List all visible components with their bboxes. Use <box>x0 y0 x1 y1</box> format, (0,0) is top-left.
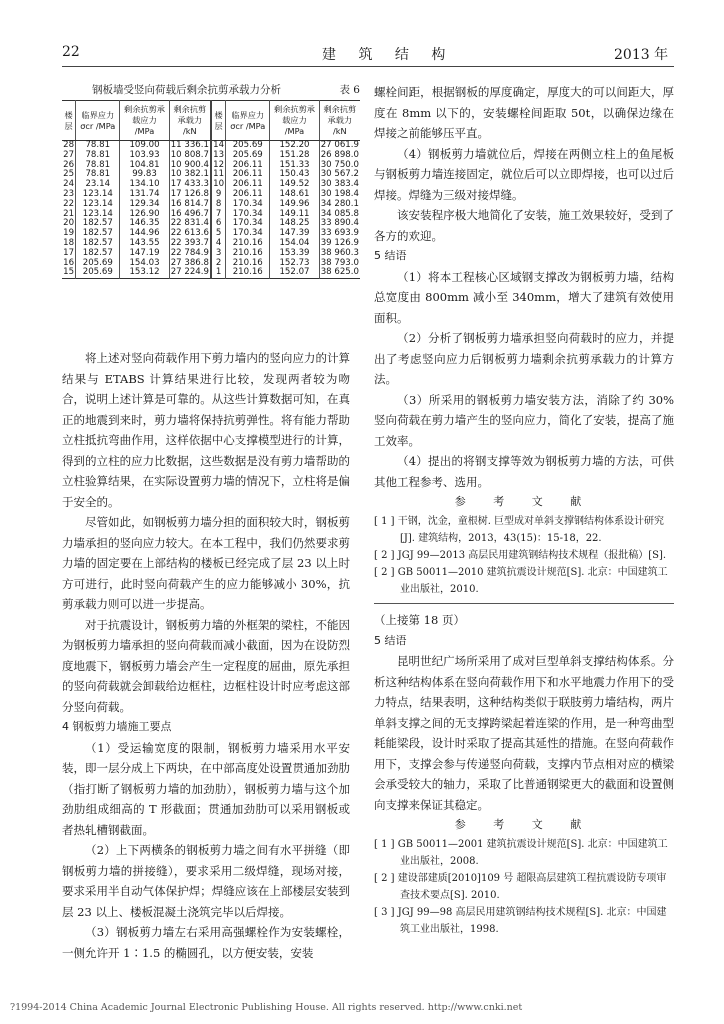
table-cell: 38 960.3 <box>320 247 359 258</box>
table-cell: 10 900.4 <box>170 159 209 170</box>
reference-item: [ 2 ] 建设部建质[2010]109 号 超限高层建筑工程抗震设防专项审查技术要点[S]. 2010. <box>374 872 667 901</box>
table-cell: 3 <box>211 249 226 259</box>
table-cell: 148.25 <box>270 219 319 229</box>
table-cell: 205.69 <box>226 141 270 151</box>
table-cell: 205.69 <box>76 259 120 269</box>
residual-shear-table <box>62 100 360 279</box>
table-cell: 129.34 <box>120 200 169 210</box>
table-cell: 16 <box>63 257 75 268</box>
table-cell: 23.14 <box>76 180 120 190</box>
table-cell: 78.81 <box>76 161 120 171</box>
reference-item: [ 2 ] JGJ 99—2013 高层民用建筑钢结构技术规程（报批稿）[S]. <box>374 549 667 561</box>
table-cell: 152.20 <box>270 141 319 151</box>
table-cell: 16 496.7 <box>170 208 209 219</box>
left-column <box>62 348 350 963</box>
right-column <box>374 82 674 598</box>
table-cell: 151.33 <box>270 161 319 171</box>
table-cell: 78.81 <box>76 151 120 161</box>
table-cell: 143.55 <box>120 239 169 249</box>
continuation-note: （上接第 18 页） <box>374 613 465 627</box>
table-cell: 8 <box>211 200 226 210</box>
table-row <box>62 268 360 278</box>
table-cell: 22 393.7 <box>170 237 209 248</box>
table-cell: 150.43 <box>270 170 319 180</box>
table-cell: 30 750.0 <box>320 159 359 170</box>
table-cell: 15 <box>63 267 75 278</box>
table-cell: 20 <box>63 218 75 229</box>
table-cell: 14 <box>211 141 226 151</box>
table-cell: 10 <box>211 180 226 190</box>
table-cell: 126.90 <box>120 210 169 220</box>
table-cell: 17 <box>63 247 75 258</box>
table-cell: 123.14 <box>76 200 120 210</box>
paragraph: 将上述对竖向荷载作用下剪力墙内的竖向应力的计算结果与 ETABS 计算结果进行比较，发现两者较为吻合，说明上述计算是可靠的。从这些计算数据可知，在真正的地震到来时，剪力墙将保持抗剪弹性。将有能力帮助立柱抵抗弯曲作用，这样依据中心支撑模型进行的计算，得到的立柱的应力比数据，这些数据是没有剪力墙帮助的立柱验算结果，在实际设置剪力墙的情况下，立柱将是偏于安全的。 <box>62 351 350 509</box>
table-cell: 26 <box>63 159 75 170</box>
table-cell: 170.34 <box>226 229 270 239</box>
table-cell: 78.81 <box>76 141 120 151</box>
table-cell: 1 <box>211 268 226 278</box>
table-cell: 210.16 <box>226 249 270 259</box>
paragraph: （1）将本工程核心区域钢支撑改为钢板剪力墙，结构总宽度由 800mm 减小至 340mm，增大了建筑有效使用面积。 <box>374 269 674 325</box>
table-cell: 205.69 <box>226 151 270 161</box>
table-cell: 123.14 <box>76 190 120 200</box>
table-cell: 170.34 <box>226 200 270 210</box>
table-cell: 210.16 <box>226 259 270 269</box>
journal-title: 建 筑 结 构 <box>322 47 455 63</box>
table-cell: 22 831.4 <box>170 218 209 229</box>
table-header-cell: 临界应力 σcr /MPa <box>76 101 120 141</box>
header-rule <box>62 66 674 67</box>
paragraph: 对于抗震设计，钢板剪力墙的外框架的梁柱，不能因为钢板剪力墙承担的竖向荷载而减小截面，因为在设防烈度地震下，钢板剪力墙会产生一定程度的屈曲，原先承担的竖向荷载就会卸载给边框柱，边框柱设计时应考虑这部分竖向荷载。 <box>62 617 350 714</box>
reference-item: [ 1 ] GB 50011—2001 建筑抗震设计规范[S]. 北京：中国建筑工业出版社，2008. <box>374 838 668 867</box>
table-cell: 13 <box>211 151 226 161</box>
reference-item: [ 2 ] GB 50011—2010 建筑抗震设计规范[S]. 北京：中国建筑工业出版社，2010. <box>374 566 668 595</box>
paragraph: 昆明世纪广场所采用了成对巨型单斜支撑结构体系。分析这种结构体系在竖向荷载作用下和水平地震力作用下的受力特点，结果表明，这种结构类似于联肢剪力墙结构，两片单斜支撑之间的无支撑跨梁起着连梁的作用，是一种弯曲型耗能梁段，设计时采取了提高其延性的措施。在竖向荷载作用下，支撑会参与传递竖向荷载，支撑内节点相对应的横梁会承受较大的轴力，采取了比普通钢梁更大的截面和设置侧向支撑来保证其稳定。 <box>374 654 674 812</box>
table-cell: 38 625.0 <box>320 267 359 278</box>
table-cell: 146.35 <box>120 219 169 229</box>
table-header-cell: 楼层 <box>62 101 76 141</box>
table-cell: 153.39 <box>270 249 319 259</box>
table-cell: 9 <box>211 190 226 200</box>
table-cell: 38 793.0 <box>320 257 359 268</box>
table-cell: 182.57 <box>76 219 120 229</box>
paragraph: （1）受运输宽度的限制，钢板剪力墙采用水平安装，即一层分成上下两块，在中部高度处设置贯通加劲肋（指打断了钢板剪力墙的加劲肋），钢板剪力墙与这个加劲肋组成细高的 T 形截面；贯通加劲肋可以采用钢板或者热轧槽钢截面。 <box>62 740 350 837</box>
table-header-row <box>62 101 360 141</box>
table-cell: 30 198.4 <box>320 188 359 199</box>
table-cell: 182.57 <box>76 249 120 259</box>
table-cell: 131.74 <box>120 190 169 200</box>
table-cell: 123.14 <box>76 210 120 220</box>
table-cell: 147.19 <box>120 249 169 259</box>
table-cell: 39 126.9 <box>320 237 359 248</box>
table-cell: 16 814.7 <box>170 198 209 209</box>
table-cell: 206.11 <box>226 170 270 180</box>
table-cell: 210.16 <box>226 239 270 249</box>
paragraph: 螺栓间距，根据钢板的厚度确定，厚度大的可以间距大，厚度在 8mm 以下的，安装螺栓间距取 50t，以确保边缘在焊接之前能够压平直。 <box>374 85 674 140</box>
table-caption <box>92 82 360 97</box>
table-cell: 11 <box>211 170 226 180</box>
table-cell: 147.39 <box>270 229 319 239</box>
references-heading: 参 考 文 献 <box>454 818 594 831</box>
table-cell: 99.83 <box>120 170 169 180</box>
section-heading: 5 结语 <box>374 249 407 262</box>
page-number: 22 <box>62 44 80 60</box>
table-cell: 152.07 <box>270 268 319 278</box>
table-cell: 153.12 <box>120 268 169 278</box>
paragraph: （4）提出的将钢支撑等效为钢板剪力墙的方法，可供其他工程参考、选用。 <box>374 454 674 489</box>
table-cell: 206.11 <box>226 190 270 200</box>
table-cell: 5 <box>211 229 226 239</box>
table-header-cell: 剩余抗剪承载应力 /MPa <box>120 101 169 141</box>
table-cell: 210.16 <box>226 268 270 278</box>
table-cell: 154.03 <box>120 259 169 269</box>
table-cell: 134.10 <box>120 180 169 190</box>
table-cell: 4 <box>211 239 226 249</box>
table-cell: 33 693.9 <box>320 228 359 239</box>
table-cell: 78.81 <box>76 170 120 180</box>
table-cell: 104.81 <box>120 161 169 171</box>
table-header-cell: 剩余抗剪承载力 /kN <box>319 101 360 141</box>
table-header-cell: 临界应力 σcr /MPa <box>226 101 270 141</box>
table-caption-text: 钢板墙受竖向荷载后剩余抗剪承载力分析 <box>92 84 281 96</box>
copyright-footer: ?1994-2014 China Academic Journal Electronic Publishing House. All rights reserved. http://www.cnki.net <box>10 1002 523 1013</box>
table-cell: 34 280.1 <box>320 198 359 209</box>
paragraph: （3）所采用的钢板剪力墙安装方法，消除了约 30% 竖向荷载在剪力墙产生的竖向应力，简化了安装，提高了施工效率。 <box>374 392 674 448</box>
table-cell: 2 <box>211 259 226 269</box>
table-cell: 22 <box>63 198 75 209</box>
table-cell: 6 <box>211 219 226 229</box>
table-cell: 30 567.2 <box>320 169 359 180</box>
table-cell: 28 <box>63 140 75 150</box>
table-cell: 149.11 <box>270 210 319 220</box>
table-cell: 152.73 <box>270 259 319 269</box>
continued-article <box>374 610 674 938</box>
section-heading: 5 结语 <box>374 633 407 647</box>
references-heading: 参 考 文 献 <box>454 495 594 508</box>
table-cell: 170.34 <box>226 210 270 220</box>
table-cell: 7 <box>211 210 226 220</box>
paragraph: （3）钢板剪力墙左右采用高强螺栓作为安装螺栓，一侧允许开 1∶1.5 的椭圆孔，以方便安装，安装 <box>62 925 350 960</box>
table-cell: 10 382.1 <box>170 169 209 180</box>
table-cell: 144.96 <box>120 229 169 239</box>
table-body <box>62 141 360 279</box>
table-cell: 22 784.9 <box>170 247 209 258</box>
table-cell: 18 <box>63 237 75 248</box>
paragraph: 该安装程序极大地简化了安装，施工效果较好，受到了各方的欢迎。 <box>374 208 674 243</box>
references-list <box>374 836 674 938</box>
table-cell: 34 085.8 <box>320 208 359 219</box>
table-cell: 26 898.0 <box>320 149 359 160</box>
table-cell: 182.57 <box>76 239 120 249</box>
table-cell: 27 <box>63 149 75 160</box>
table-cell: 30 383.4 <box>320 179 359 190</box>
table-cell: 205.69 <box>76 268 120 278</box>
table-cell: 149.52 <box>270 180 319 190</box>
table-cell: 19 <box>63 228 75 239</box>
table-cell: 27 224.9 <box>170 267 209 278</box>
table-cell: 170.34 <box>226 219 270 229</box>
table-cell: 23 <box>63 188 75 199</box>
table-cell: 154.04 <box>270 239 319 249</box>
table-cell: 12 <box>211 161 226 171</box>
table-cell: 151.28 <box>270 151 319 161</box>
table-cell: 17 126.8 <box>170 188 209 199</box>
paragraph: （2）分析了钢板剪力墙承担竖向荷载时的应力，并提出了考虑竖向应力后钢板剪力墙剩余抗剪承载力的计算方法。 <box>374 331 674 386</box>
table-cell: 149.96 <box>270 200 319 210</box>
table-cell: 27 061.9 <box>320 140 359 150</box>
table-cell: 206.11 <box>226 161 270 171</box>
table-header-cell: 楼层 <box>211 101 226 141</box>
table-header-cell: 剩余抗剪承载应力 /MPa <box>270 101 319 141</box>
table-cell: 22 613.6 <box>170 228 209 239</box>
table-header-cell: 剩余抗剪承载力 /kN <box>169 101 211 141</box>
table-cell: 24 <box>63 179 75 190</box>
reference-item: [ 3 ] JGJ 99—98 高层民用建筑钢结构技术规程[S]. 北京：中国建筑工业出版社，1998. <box>374 906 667 935</box>
table-number: 表 6 <box>339 84 360 96</box>
table-cell: 206.11 <box>226 180 270 190</box>
table-cell: 27 386.8 <box>170 257 209 268</box>
section-heading: 4 钢板剪力墙施工要点 <box>62 720 172 733</box>
article-separator <box>374 603 674 604</box>
paragraph: 尽管如此，如钢板剪力墙分担的面积较大时，钢板剪力墙承担的竖向应力较大。在本工程中，我们仍然要求剪力墙的固定要在上部结构的楼板已经完成了层 23 以上时方可进行，此时竖向荷载产生的应力能够减小 30%，抗剪承载力则可以进一步提高。 <box>62 515 350 611</box>
table-cell: 109.00 <box>120 141 169 151</box>
table-cell: 10 808.7 <box>170 149 209 160</box>
paragraph: （2）上下两横条的钢板剪力墙之间有水平拼缝（即钢板剪力墙的拼接缝），要求采用二级焊缝，现场对接，要求采用半自动气体保护焊；焊缝应该在上部楼层安装到层 23 以上、楼板混凝土浇筑完毕以后焊接。 <box>62 843 350 919</box>
reference-item: [ 1 ] 干钢，沈金，童根树. 巨型成对单斜支撑钢结构体系设计研究[J]. 建筑结构，2013，43(15)：15-18，22. <box>374 515 665 544</box>
table-cell: 25 <box>63 169 75 180</box>
references-list <box>374 513 674 598</box>
journal-year: 2013 年 <box>614 47 669 63</box>
table-cell: 21 <box>63 208 75 219</box>
table-cell: 17 433.3 <box>170 179 209 190</box>
table-cell: 103.93 <box>120 151 169 161</box>
table-cell: 182.57 <box>76 229 120 239</box>
table-cell: 33 890.4 <box>320 218 359 229</box>
table-cell: 148.61 <box>270 190 319 200</box>
table-cell: 11 336.1 <box>170 140 209 150</box>
paragraph: （4）钢板剪力墙就位后，焊接在两侧立柱上的鱼尾板与钢板剪力墙连接固定，就位后可以立即焊接，也可以过后焊接。焊缝为三级对接焊缝。 <box>374 146 674 202</box>
